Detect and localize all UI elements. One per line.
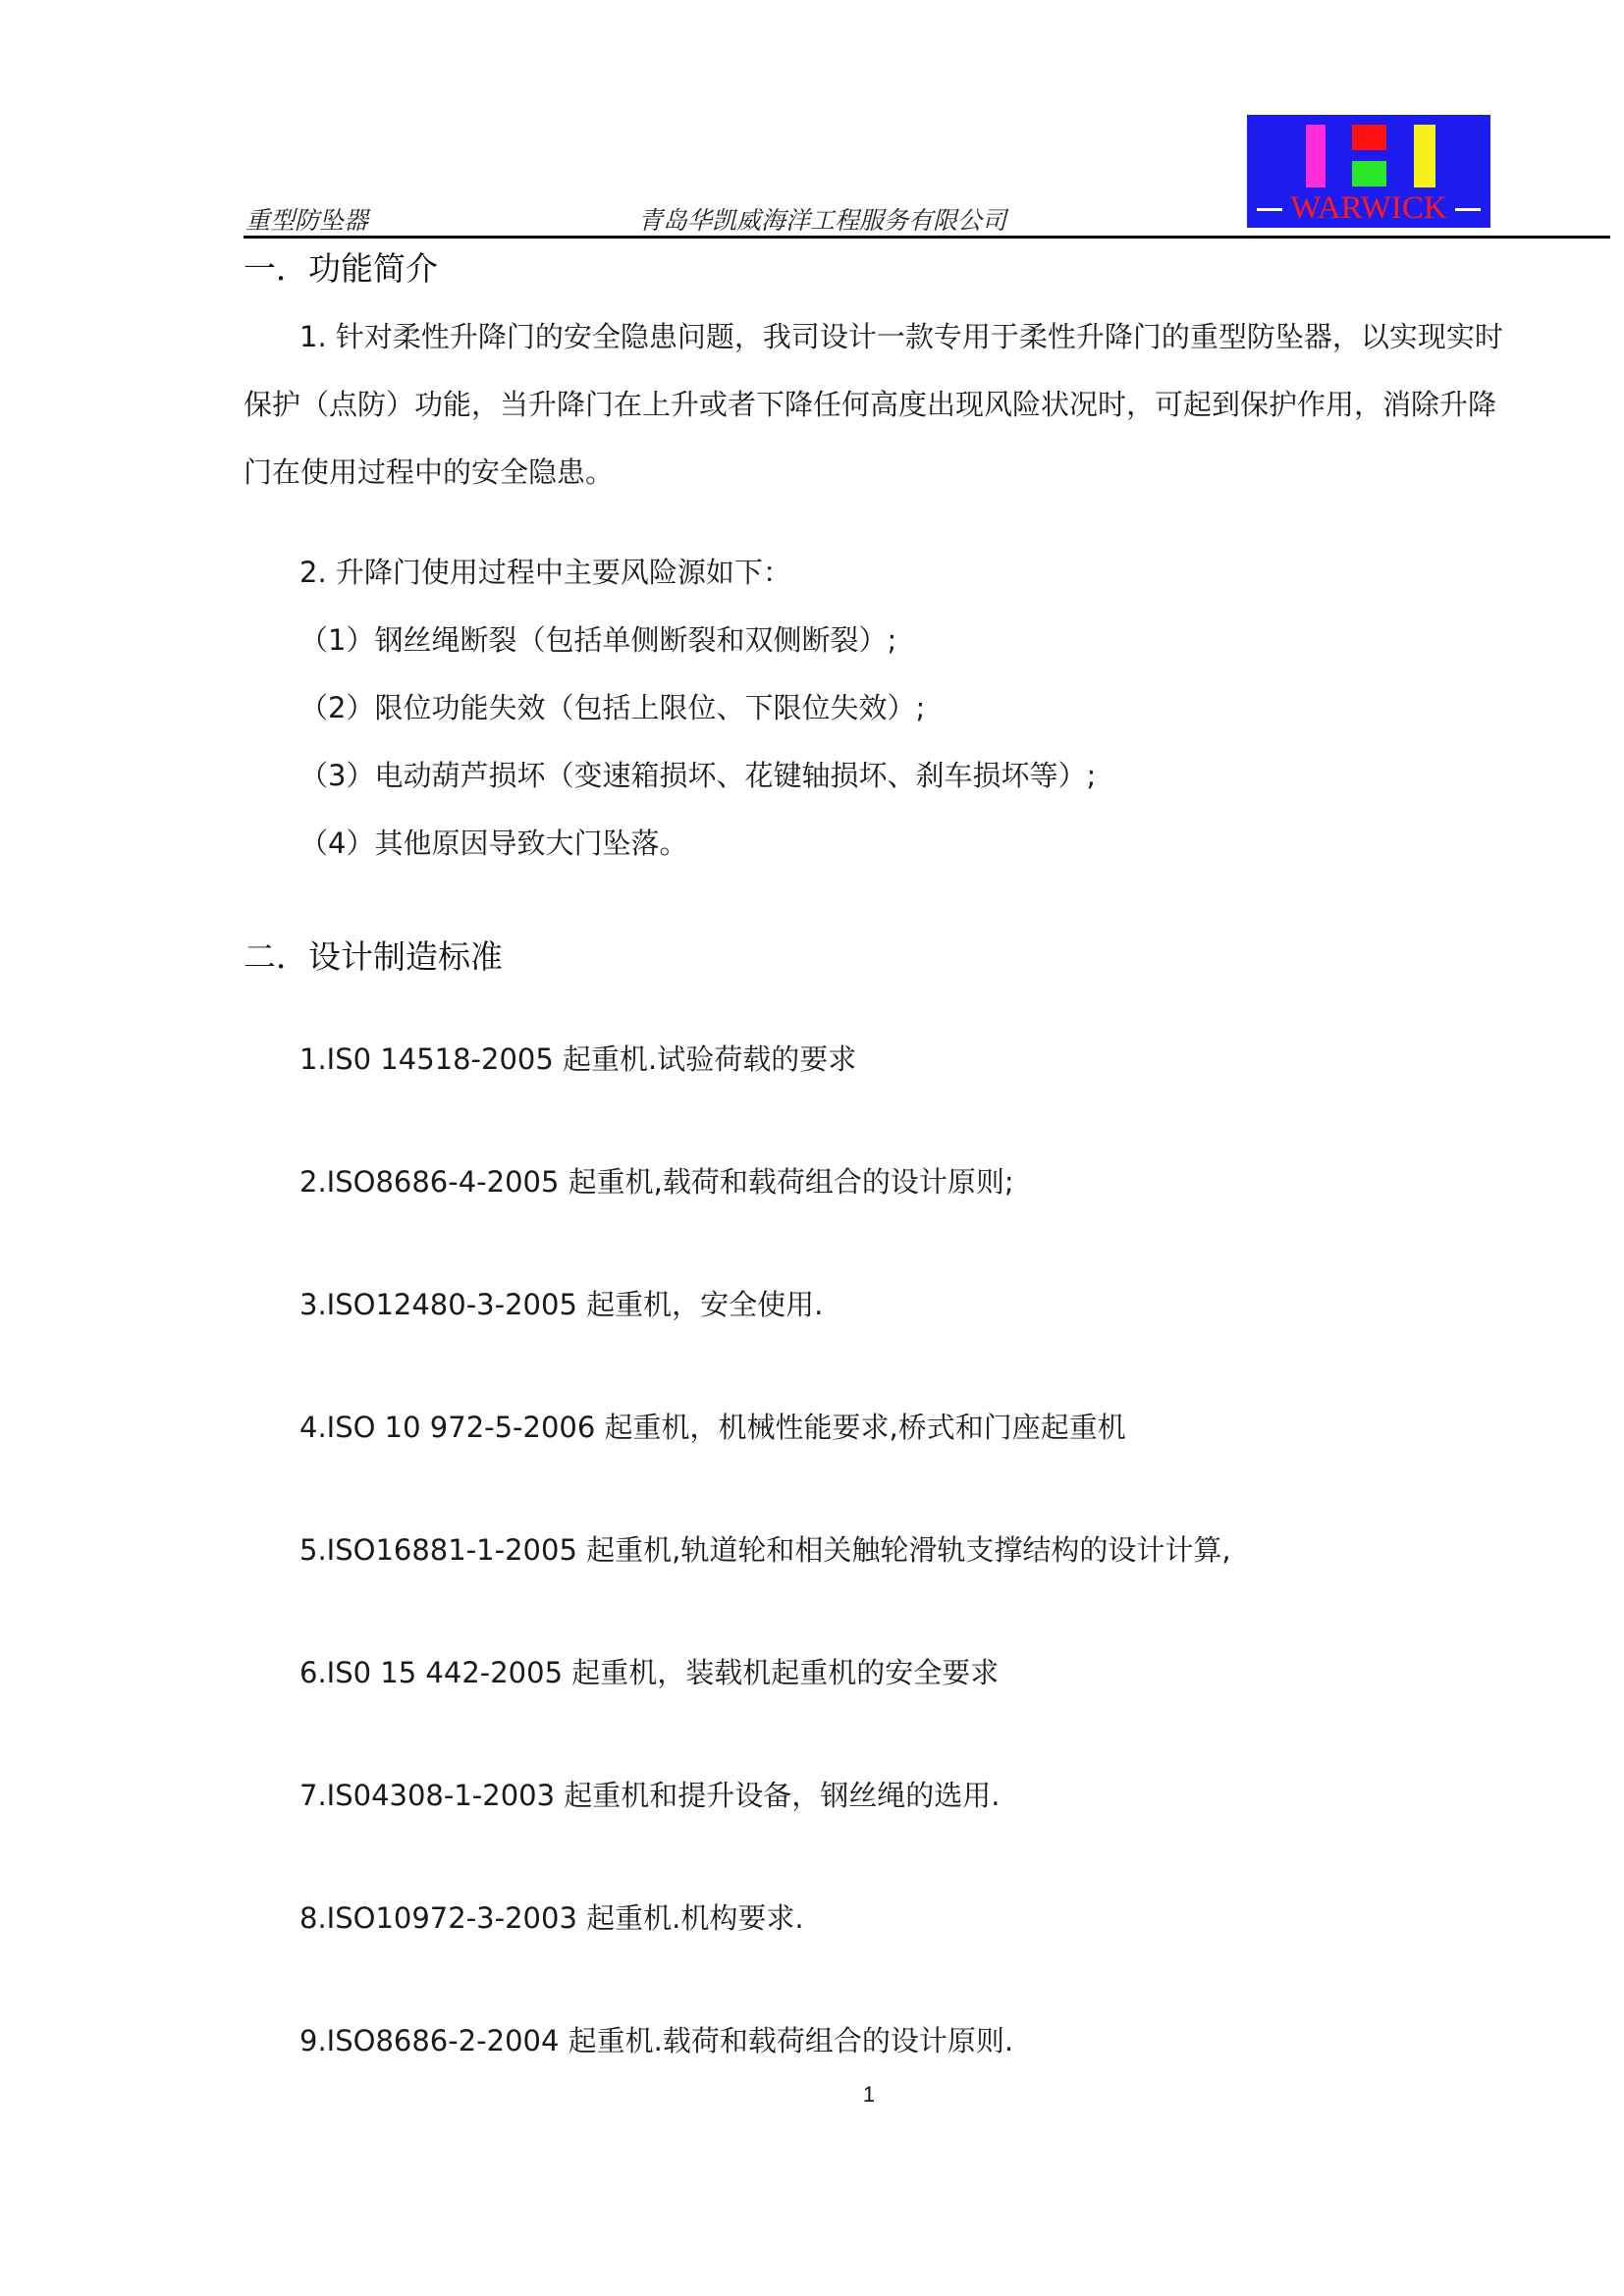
warwick-logo	[1247, 115, 1490, 228]
section1-heading: 一．功能简介	[244, 249, 438, 288]
standard-item: 3.ISO12480-3-2005 起重机，安全使用.	[299, 1288, 824, 1321]
logo-yellow-bar	[1414, 125, 1435, 187]
risk-item: （3）电动葫芦损坏（变速箱损坏、花键轴损坏、刹车损坏等）;	[299, 759, 1097, 792]
logo-magenta-bar	[1306, 125, 1326, 187]
page-number: 1	[862, 2082, 876, 2107]
intro-paragraph-line-1: 1. 针对柔性升降门的安全隐患问题，我司设计一款专用于柔性升降门的重型防坠器，以实现实时	[299, 320, 1503, 353]
standard-item: 9.ISO8686-2-2004 起重机.载荷和载荷组合的设计原则.	[299, 2024, 1014, 2057]
risk-item: （1）钢丝绳断裂（包括单侧断裂和双侧断裂）;	[299, 623, 897, 657]
logo-wordmark: WARWICK	[1290, 190, 1447, 226]
company-name: 青岛华凯威海洋工程服务有限公司	[638, 206, 1007, 235]
header-divider	[244, 236, 1610, 239]
standard-item: 6.IS0 15 442-2005 起重机，装载机起重机的安全要求	[299, 1656, 1000, 1689]
section2-heading: 二．设计制造标准	[244, 937, 503, 976]
intro-paragraph-line-3: 门在使用过程中的安全隐患。	[244, 455, 615, 489]
logo-green-square	[1352, 161, 1386, 187]
standard-item: 2.ISO8686-4-2005 起重机,载荷和载荷组合的设计原则;	[299, 1165, 1014, 1199]
standard-item: 7.IS04308-1-2003 起重机和提升设备，钢丝绳的选用.	[299, 1779, 1001, 1812]
logo-red-square	[1352, 125, 1386, 150]
risk-item: （2）限位功能失效（包括上限位、下限位失效）;	[299, 691, 926, 724]
risk-intro: 2. 升降门使用过程中主要风险源如下：	[299, 556, 791, 589]
standard-item: 5.ISO16881-1-2005 起重机,轨道轮和相关触轮滑轨支撑结构的设计计算,	[299, 1533, 1231, 1567]
standard-item: 8.ISO10972-3-2003 起重机.机构要求.	[299, 1901, 804, 1935]
document-title: 重型防坠器	[245, 206, 369, 235]
risk-item: （4）其他原因导致大门坠落。	[299, 827, 688, 860]
standard-item: 4.ISO 10 972-5-2006 起重机，机械性能要求,桥式和门座起重机	[299, 1411, 1126, 1444]
standard-item: 1.IS0 14518-2005 起重机.试验荷载的要求	[299, 1042, 857, 1076]
intro-paragraph-line-2: 保护（点防）功能，当升降门在上升或者下降任何高度出现风险状况时，可起到保护作用，消除升降	[244, 388, 1497, 421]
